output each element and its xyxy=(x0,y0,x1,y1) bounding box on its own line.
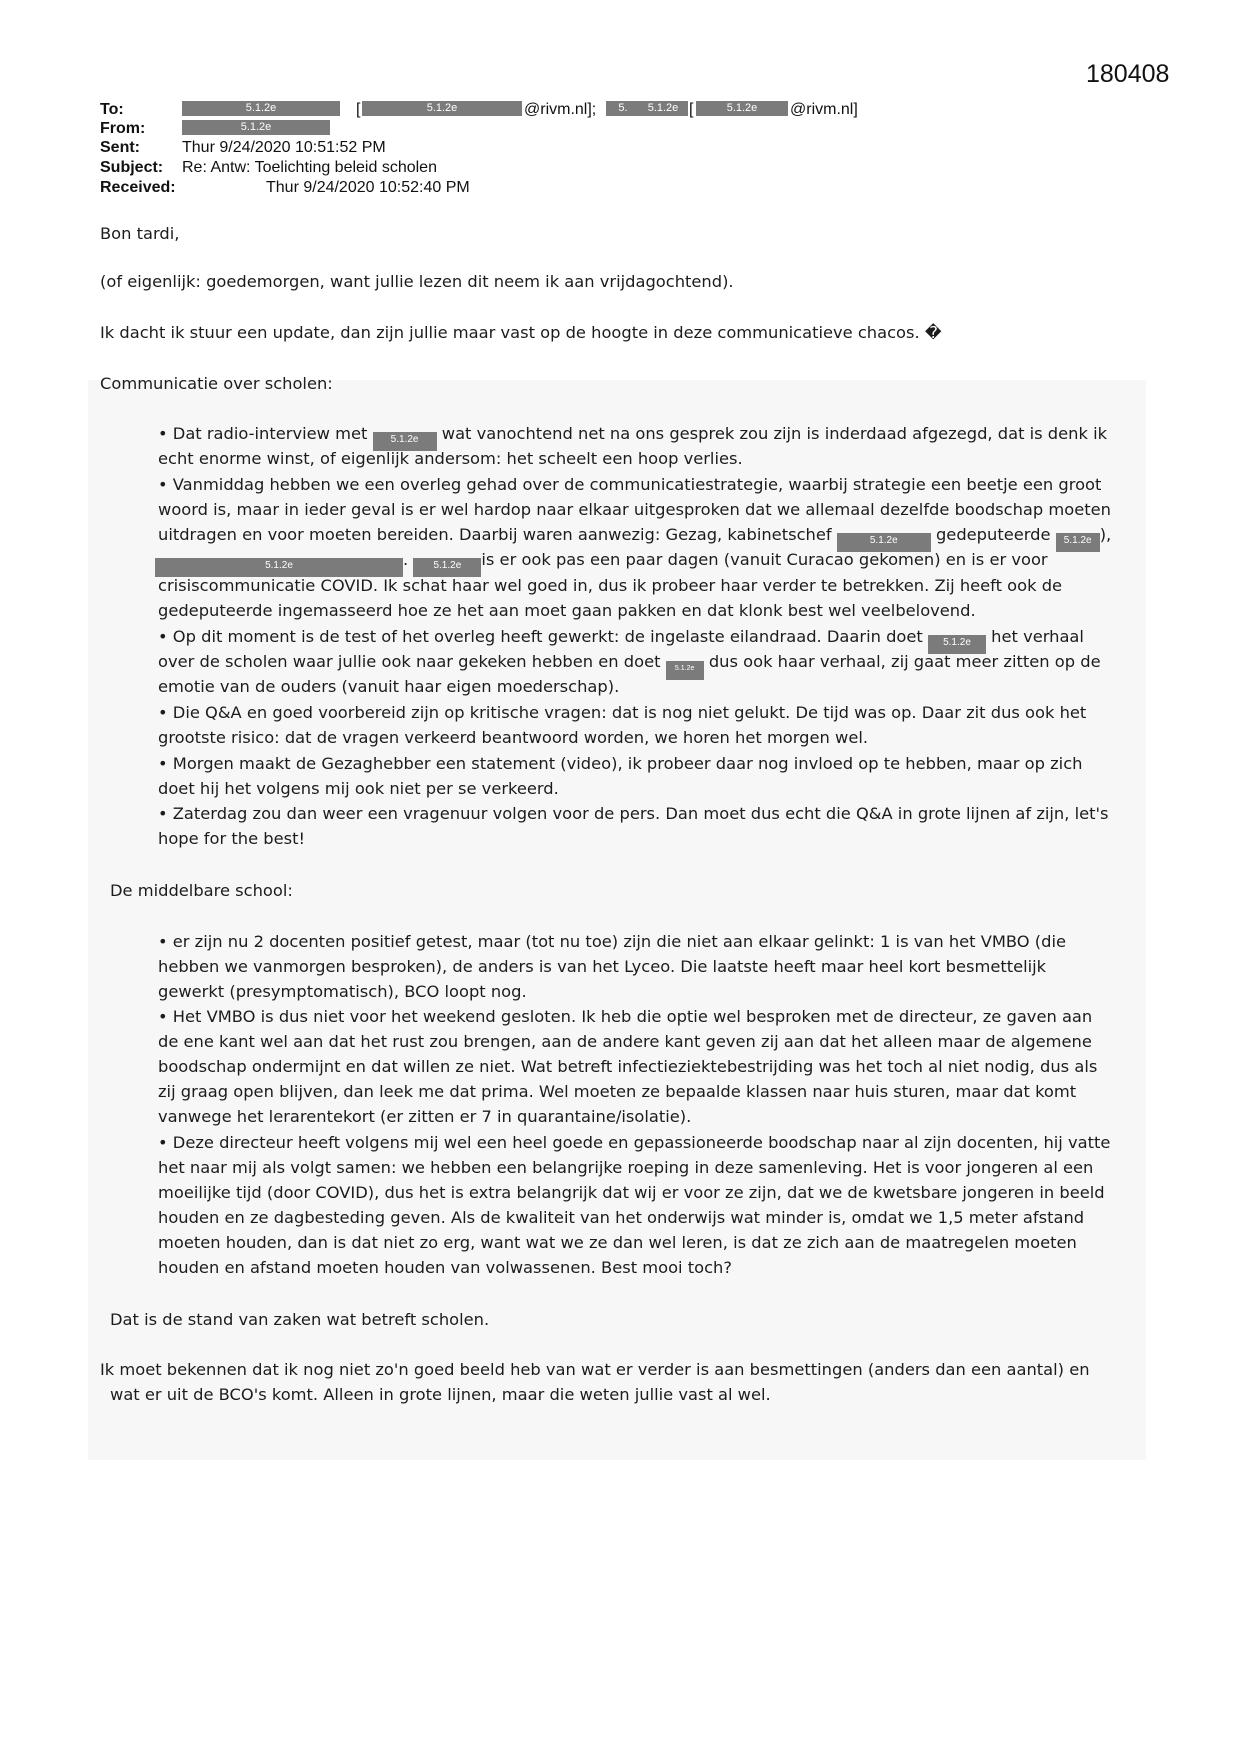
paragraph-4-line-1: Ik moet bekennen dat ik nog niet zo'n goed beeld heb van wat er verder is aan besmettingen (anders dan een aantal) en xyxy=(100,1360,1090,1379)
sent-label: Sent: xyxy=(100,139,140,156)
to-bracket-2: [ xyxy=(689,101,694,118)
bullet-2-line-1: • Vanmiddag hebben we een overleg gehad over de communicatiestrategie, waarbij strategie een beetje een groot xyxy=(158,475,1102,494)
section-title-middelbare-school: De middelbare school: xyxy=(110,881,293,900)
bullet-4-line-2: grootste risico: dat de vragen verkeerd beantwoord worden, we horen het morgen wel. xyxy=(158,728,869,747)
c-bullet-2-line-1: • Het VMBO is dus niet voor het weekend gesloten. Ik heb die optie wel besproken met de directeur, ze gaven aan xyxy=(158,1007,1093,1026)
received-value: Thur 9/24/2020 10:52:40 PM xyxy=(266,179,470,196)
c-bullet-3-line-2: het naar mij als volgt samen: we hebben een belangrijke roeping in deze samenleving. Het is voor jongeren al een xyxy=(158,1158,1094,1177)
c-bullet-3-line-1: • Deze directeur heeft volgens mij wel een heel goede en gepassioneerde boodschap naar al zijn docenten, hij vatte xyxy=(158,1133,1111,1152)
c-bullet-1-line-3: gewerkt (presymptomatisch), BCO loopt nog. xyxy=(158,982,527,1001)
bullet-4-line-1: • Die Q&A en goed voorbereid zijn op kritische vragen: dat is nog niet gelukt. De tijd was op. Daar zit dus ook het xyxy=(158,703,1087,722)
paragraph-2: Ik dacht ik stuur een update, dan zijn jullie maar vast op de hoogte in deze communicatieve chacos. � xyxy=(100,323,942,342)
to-redaction-2: 5.1.2e xyxy=(362,101,522,116)
redaction-radio: 5.1.2e xyxy=(373,432,437,451)
c-bullet-1-line-1: • er zijn nu 2 docenten positief getest, maar (tot nu toe) zijn die niet aan elkaar gelinkt: 1 is van het VMBO (die xyxy=(158,932,1067,951)
sent-value: Thur 9/24/2020 10:51:52 PM xyxy=(182,139,386,156)
paragraph-3: Dat is de stand van zaken wat betreft scholen. xyxy=(110,1310,490,1329)
redaction-eilandraad: 5.1.2e xyxy=(928,635,986,654)
received-label: Received: xyxy=(100,179,176,196)
bullet-1-line-1: • Dat radio-interview met 5.1.2e wat vanochtend net na ons gesprek zou zijn is inderdaad afgezegd, dat is denk ik xyxy=(158,424,1107,451)
c-bullet-2-line-5: vanwege het lerarentekort (er zitten er 7 in quarantaine/isolatie). xyxy=(158,1107,692,1126)
redaction-gedeputeerde: 5.1.2e xyxy=(1056,533,1100,552)
bullet-3-line-2: over de scholen waar jullie ook naar gekeken hebben en doet 5.1.2e dus ook haar verhaal, zij gaat meer zitten op de xyxy=(158,652,1101,680)
to-redaction-3: 5. xyxy=(606,101,640,116)
bullet-6-line-2: hope for the best! xyxy=(158,829,306,848)
bullet-2-line-4: 5.1.2e . 5.1.2e is er ook pas een paar dagen (vanuit Curacao gekomen) en is er voor xyxy=(155,550,1048,577)
c-bullet-1-line-2: hebben we vanmorgen besproken), de anders is van het Lyceo. Die laatste heeft maar heel kort besmettelijk xyxy=(158,957,1047,976)
redaction-name-short: 5.1.2e xyxy=(413,558,481,577)
redaction-small: 5.1.2e xyxy=(666,661,704,680)
bullet-2-line-3: uitdragen en voor moeten bereiden. Daarbij waren aanwezig: Gezag, kabinetschef 5.1.2e gedeputeerde 5.1.2e ), xyxy=(158,525,1111,552)
section-title-communicatie: Communicatie over scholen: xyxy=(100,374,333,393)
c-bullet-2-line-2: de ene kant wel aan dat het rust zou brengen, aan de andere kant geven zij aan dat het alleen maar de algemene xyxy=(158,1032,1092,1051)
document-number: 180408 xyxy=(1086,60,1170,88)
c-bullet-3-line-3: moeilijke tijd (door COVID), dus het is extra belangrijk dat wij er voor ze zijn, dat we de kwetsbare jongeren in beeld xyxy=(158,1183,1105,1202)
to-bracket-1: [ xyxy=(356,101,361,118)
paragraph-1: (of eigenlijk: goedemorgen, want jullie lezen dit neem ik aan vrijdagochtend). xyxy=(100,272,734,291)
c-bullet-3-line-4: houden en ze dagbesteding geven. Als de kwaliteit van het onderwijs wat minder is, omdat we 1,5 meter afstand xyxy=(158,1208,1085,1227)
greeting: Bon tardi, xyxy=(100,224,180,243)
bullet-2-line-2: woord is, maar in ieder geval is er wel hardop naar elkaar uitgesproken dat we allemaal dezelfde boodschap moeten xyxy=(158,500,1111,519)
redaction-kabinetschef: 5.1.2e xyxy=(837,533,931,552)
bullet-5-line-1: • Morgen maakt de Gezaghebber een statement (video), ik probeer daar nog invloed op te hebben, maar op zich xyxy=(158,754,1083,773)
bullet-6-line-1: • Zaterdag zou dan weer een vragenuur volgen voor de pers. Dan moet dus echt die Q&A in grote lijnen af zijn, let's xyxy=(158,804,1109,823)
subject-label: Subject: xyxy=(100,159,164,176)
to-redaction-5: 5.1.2e xyxy=(696,101,788,116)
bullet-5-line-2: doet hij het volgens mij ook niet per se verkeerd. xyxy=(158,779,559,798)
bullet-3-line-3: emotie van de ouders (vanuit haar eigen moederschap). xyxy=(158,677,620,696)
subject-value: Re: Antw: Toelichting beleid scholen xyxy=(182,159,437,176)
c-bullet-2-line-4: zij graag open blijven, dan leek me dat prima. Wel moeten ze bepaalde klassen naar huis sturen, maar dat komt xyxy=(158,1082,1077,1101)
bullet-1-line-2: echt enorme winst, of eigenlijk andersom: het scheelt een hoop verlies. xyxy=(158,449,743,468)
to-redaction-1: 5.1.2e xyxy=(182,101,340,116)
bullet-3-line-1: • Op dit moment is de test of het overleg heeft gewerkt: de ingelaste eilandraad. Daarin doet 5.1.2e het verhaal xyxy=(158,627,1084,654)
from-label: From: xyxy=(100,120,146,137)
to-email-1: @rivm.nl]; xyxy=(524,101,597,118)
paragraph-4-line-2: wat er uit de BCO's komt. Alleen in grote lijnen, maar die weten jullie vast al wel. xyxy=(110,1385,771,1404)
c-bullet-3-line-6: houden en afstand moeten houden van volwassenen. Best mooi toch? xyxy=(158,1258,732,1277)
redaction-name-long: 5.1.2e xyxy=(155,558,403,577)
from-redaction: 5.1.2e xyxy=(182,120,330,135)
to-label: To: xyxy=(100,101,124,118)
bullet-2-line-6: gedeputeerde ingemasseerd hoe ze het aan moet gaan pakken en dat klonk best wel veelbelovend. xyxy=(158,601,976,620)
bullet-2-line-5: crisiscommunicatie COVID. Ik schat haar wel goed in, dus ik probeer haar verder te betrekken. Zij heeft ook de xyxy=(158,576,1063,595)
c-bullet-3-line-5: moeten houden, dan is dat niet zo erg, want wat we ze dan wel leren, is dat ze zich aan de maatregelen moeten xyxy=(158,1233,1077,1252)
c-bullet-2-line-3: boodschap ondermijnt en dat willen ze niet. Wat betreft infectieziektebestrijding was het toch al niet nodig, dus als xyxy=(158,1057,1098,1076)
to-redaction-4: 5.1.2e xyxy=(638,101,688,116)
to-email-2: @rivm.nl] xyxy=(790,101,858,118)
